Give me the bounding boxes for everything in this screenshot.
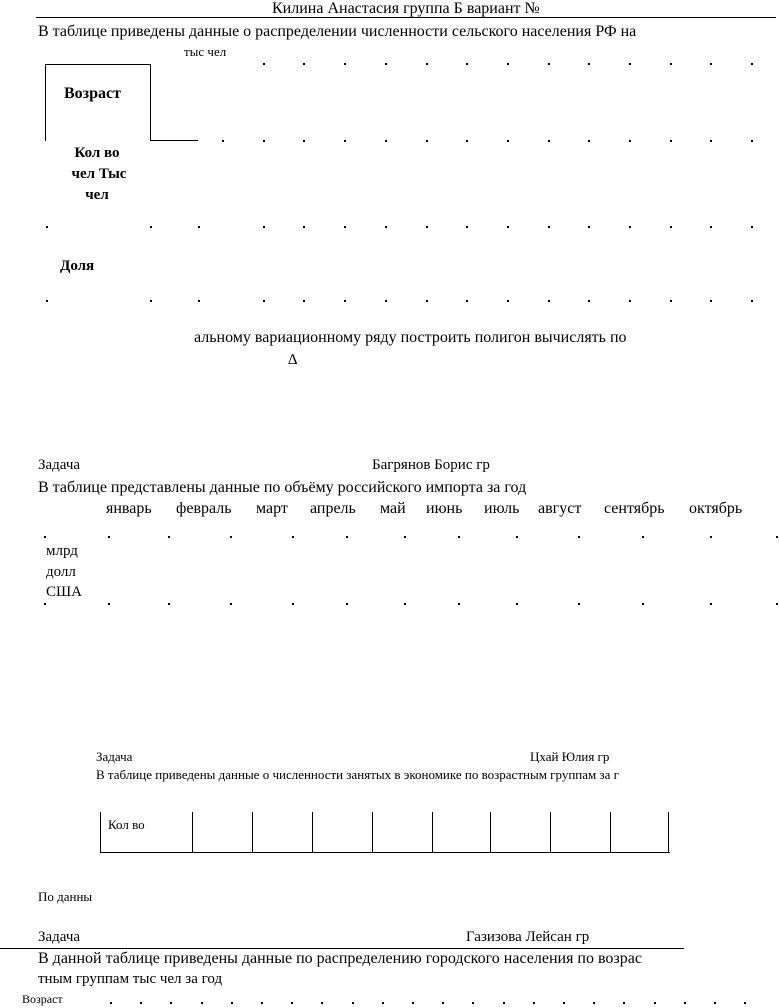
task2-month-header: март: [256, 500, 288, 517]
task1-intro: В таблице приведены данные о распределении численности сельского населения РФ на: [38, 23, 637, 40]
task4-author: Газизова Лейсан гр: [466, 929, 590, 945]
grid-dot: [710, 140, 712, 142]
task1-age-header: Возраст: [64, 85, 121, 102]
task3-label: Задача: [96, 749, 133, 764]
grid-dot: [563, 1002, 565, 1004]
grid-dot: [426, 300, 428, 302]
grid-dot: [110, 1002, 112, 1004]
task4-rule: [0, 948, 684, 949]
grid-dot: [404, 603, 406, 605]
grid-dot: [684, 1002, 686, 1004]
grid-dot: [623, 1002, 625, 1004]
grid-dot: [776, 603, 778, 605]
grid-dot: [442, 1002, 444, 1004]
grid-dot: [263, 63, 265, 65]
grid-dot: [507, 300, 509, 302]
task1-instruction: альному вариационному ряду построить полигон вычислять по: [194, 329, 627, 346]
grid-dot: [261, 1002, 263, 1004]
task2-month-header: апрель: [310, 500, 356, 517]
grid-dot: [548, 140, 550, 142]
table-column-line: [252, 812, 253, 853]
grid-dot: [231, 1002, 233, 1004]
task2-month-header: июнь: [426, 500, 463, 517]
table-column-line: [372, 812, 373, 853]
task2-intro: В таблице представлены данные по объёму российского импорта за год: [38, 479, 527, 496]
grid-dot: [533, 1002, 535, 1004]
task1-header: Килина Анастасия группа Б вариант №: [272, 0, 540, 17]
table-column-line: [490, 812, 491, 853]
delta-symbol: ∆: [288, 352, 298, 368]
grid-dot: [642, 603, 644, 605]
task1-unit: тыс чел: [184, 44, 227, 59]
grid-dot: [168, 603, 170, 605]
task2-month-header: октябрь: [689, 500, 743, 517]
grid-dot: [503, 1002, 505, 1004]
grid-dot: [629, 140, 631, 142]
task3-footer: По данны: [38, 889, 93, 904]
grid-dot: [548, 300, 550, 302]
grid-dot: [344, 300, 346, 302]
grid-dot: [751, 226, 753, 228]
grid-dot: [303, 300, 305, 302]
task4-age-label: Возраст: [22, 992, 63, 1006]
grid-dot: [466, 63, 468, 65]
grid-dot: [168, 536, 170, 538]
grid-dot: [346, 536, 348, 538]
grid-dot: [629, 300, 631, 302]
grid-dot: [140, 1002, 142, 1004]
grid-dot: [150, 300, 152, 302]
grid-dot: [629, 226, 631, 228]
grid-dot: [751, 140, 753, 142]
grid-dot: [670, 63, 672, 65]
task3-intro: В таблице приведены данные о численности занятых в экономике по возрастным группам за г: [96, 767, 619, 782]
grid-dot: [710, 300, 712, 302]
grid-dot: [170, 1002, 172, 1004]
grid-dot: [292, 536, 294, 538]
grid-dot: [198, 300, 200, 302]
grid-dot: [263, 140, 265, 142]
grid-dot: [578, 536, 580, 538]
grid-dot: [466, 140, 468, 142]
table-column-line: [312, 812, 313, 853]
grid-dot: [507, 63, 509, 65]
grid-dot: [458, 536, 460, 538]
grid-dot: [654, 1002, 656, 1004]
task2-month-header: сентябрь: [604, 500, 665, 517]
task4-label: Задача: [38, 929, 81, 945]
grid-dot: [346, 603, 348, 605]
task1-count-line3: чел: [85, 187, 109, 203]
grid-dot: [516, 536, 518, 538]
grid-dot: [201, 1002, 203, 1004]
grid-dot: [776, 536, 778, 538]
grid-dot: [385, 226, 387, 228]
grid-dot: [292, 603, 294, 605]
task2-unit-line3: США: [46, 584, 82, 600]
grid-dot: [222, 140, 224, 142]
task1-count-line1: Кол во: [74, 145, 120, 161]
grid-dot: [44, 603, 46, 605]
grid-dot: [466, 226, 468, 228]
grid-dot: [198, 226, 200, 228]
grid-dot: [548, 63, 550, 65]
grid-dot: [588, 140, 590, 142]
grid-dot: [382, 1002, 384, 1004]
table-column-line: [668, 812, 669, 853]
grid-dot: [670, 226, 672, 228]
task2-unit-line2: долл: [46, 564, 76, 580]
top-rule: [36, 17, 776, 18]
grid-dot: [710, 536, 712, 538]
grid-dot: [466, 300, 468, 302]
table-column-line: [550, 812, 551, 853]
grid-dot: [108, 536, 110, 538]
grid-dot: [230, 536, 232, 538]
grid-dot: [291, 1002, 293, 1004]
grid-dot: [385, 63, 387, 65]
task4-line1: В данной таблице приведены данные по распределению городского населения по возрас: [38, 950, 642, 967]
task1-count-line2: чел Тыс: [71, 166, 127, 182]
grid-dot: [670, 140, 672, 142]
grid-dot: [344, 140, 346, 142]
grid-dot: [303, 140, 305, 142]
grid-dot: [303, 63, 305, 65]
task2-label: Задача: [38, 457, 81, 473]
grid-dot: [46, 300, 48, 302]
task4-line2: тным группам тыс чел за год: [38, 971, 223, 987]
task2-month-header: февраль: [176, 500, 232, 517]
task1-share-header: Доля: [60, 258, 95, 274]
grid-dot: [588, 300, 590, 302]
grid-dot: [744, 1002, 746, 1004]
grid-dot: [263, 226, 265, 228]
grid-dot: [426, 63, 428, 65]
grid-dot: [412, 1002, 414, 1004]
task2-month-header: январь: [106, 500, 152, 517]
grid-dot: [385, 140, 387, 142]
grid-dot: [458, 603, 460, 605]
grid-dot: [751, 300, 753, 302]
grid-dot: [352, 1002, 354, 1004]
task3-row-label: Кол во: [108, 817, 145, 832]
task2-month-header: август: [538, 500, 582, 517]
grid-dot: [472, 1002, 474, 1004]
grid-dot: [507, 140, 509, 142]
grid-dot: [507, 226, 509, 228]
grid-dot: [578, 603, 580, 605]
grid-dot: [404, 536, 406, 538]
grid-dot: [44, 536, 46, 538]
grid-dot: [46, 226, 48, 228]
grid-dot: [642, 536, 644, 538]
grid-dot: [344, 63, 346, 65]
grid-dot: [588, 63, 590, 65]
table-column-line: [192, 812, 193, 853]
grid-dot: [593, 1002, 595, 1004]
grid-dot: [426, 226, 428, 228]
grid-dot: [710, 63, 712, 65]
task2-month-header: июль: [484, 500, 520, 517]
table-column-line: [610, 812, 611, 853]
grid-dot: [230, 603, 232, 605]
grid-dot: [303, 226, 305, 228]
grid-dot: [385, 300, 387, 302]
task2-unit-line1: млрд: [46, 543, 78, 559]
task2-author: Багрянов Борис гр: [372, 457, 490, 473]
grid-dot: [344, 226, 346, 228]
task3-author: Цхай Юлия гр: [530, 749, 610, 764]
grid-dot: [670, 300, 672, 302]
grid-dot: [321, 1002, 323, 1004]
grid-dot: [629, 63, 631, 65]
grid-dot: [548, 226, 550, 228]
table-column-line: [100, 812, 101, 853]
grid-dot: [150, 226, 152, 228]
grid-dot: [426, 140, 428, 142]
grid-dot: [710, 226, 712, 228]
grid-dot: [263, 300, 265, 302]
grid-dot: [710, 603, 712, 605]
grid-dot: [108, 603, 110, 605]
grid-dot: [751, 63, 753, 65]
grid-dot: [516, 603, 518, 605]
task2-month-header: май: [380, 500, 406, 517]
grid-dot: [714, 1002, 716, 1004]
table-column-line: [432, 812, 433, 853]
grid-dot: [588, 226, 590, 228]
